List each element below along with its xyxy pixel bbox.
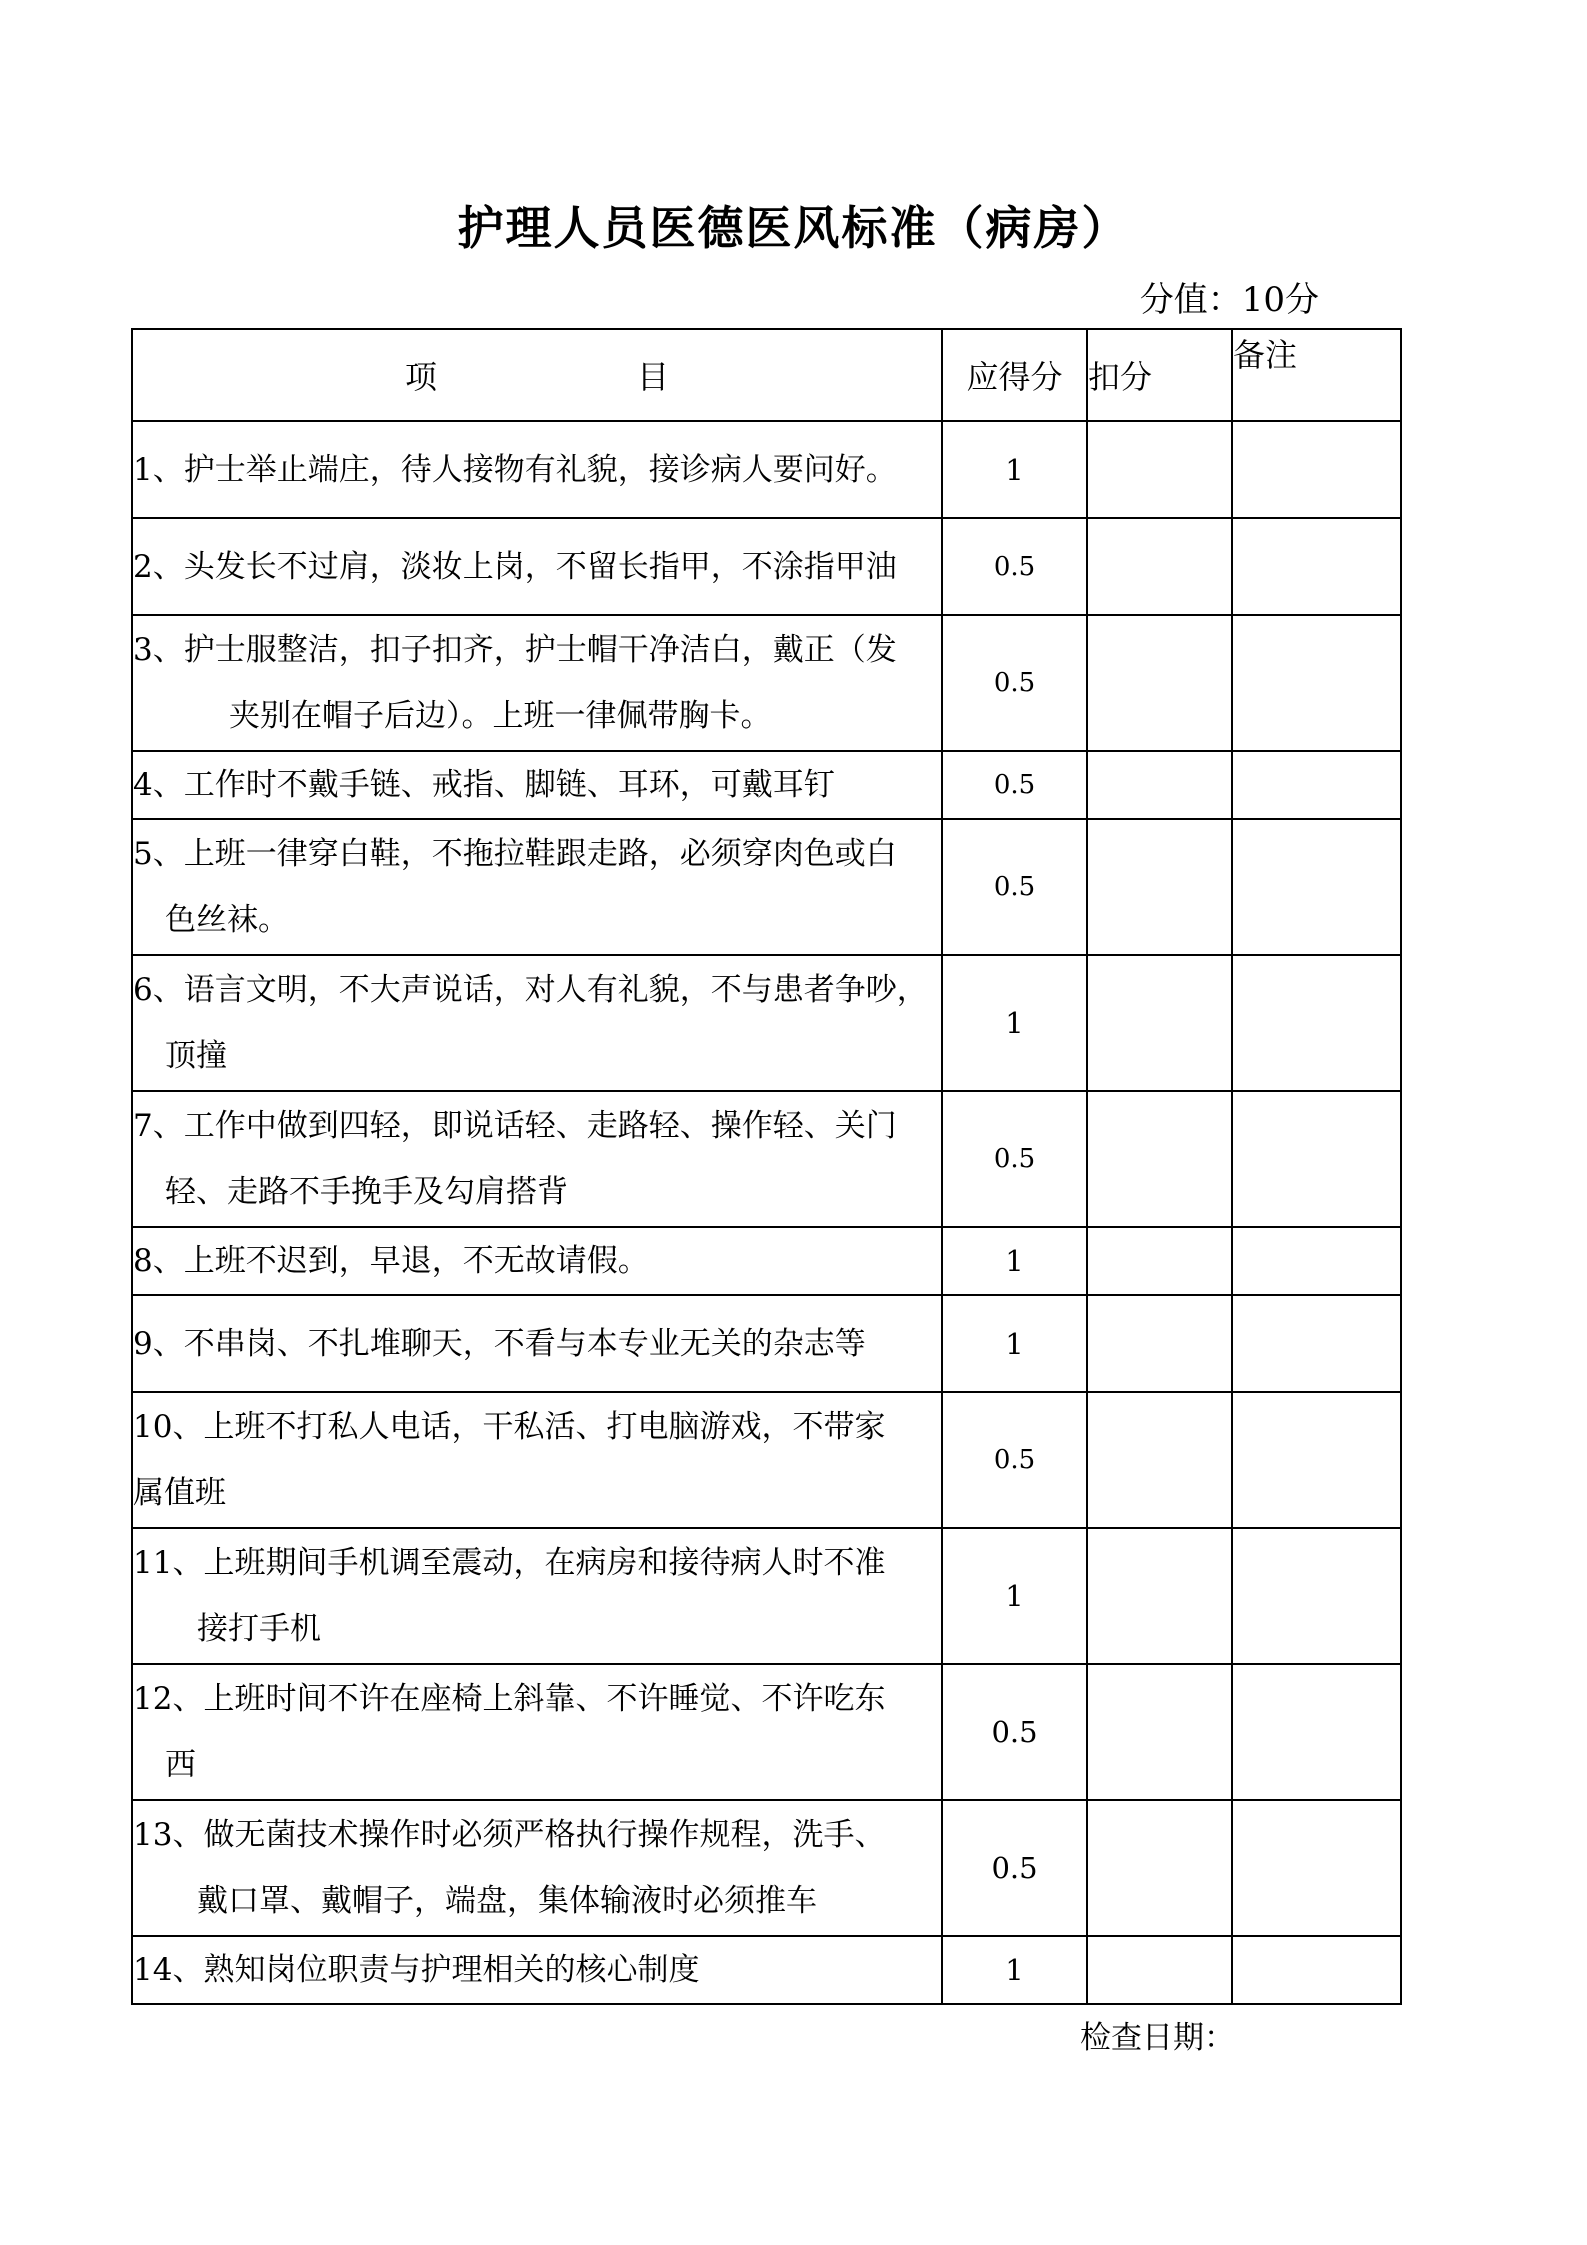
table-row: [132, 1664, 1401, 1800]
item-line: 5、上班一律穿白鞋，不拖拉鞋跟走路，必须穿肉色或白: [133, 836, 897, 872]
deduct-cell: [1087, 1800, 1232, 1936]
score-value: 1: [942, 1528, 1087, 1664]
deduct-cell: [1087, 819, 1232, 955]
note-cell: [1232, 1800, 1401, 1936]
item-line-continued: 轻、走路不手挽手及勾肩搭背: [165, 1174, 568, 1210]
deduct-cell: [1087, 751, 1232, 819]
item-text: [132, 615, 942, 751]
deduct-cell: [1087, 1664, 1232, 1800]
item-line: 9、不串岗、不扎堆聊天，不看与本专业无关的杂志等: [133, 1325, 866, 1362]
table-row: [132, 819, 1401, 955]
total-score: 分值：10分: [1139, 280, 1319, 320]
deduct-cell: [1087, 1936, 1232, 2004]
table-row: [132, 751, 1401, 819]
note-cell: [1232, 518, 1401, 615]
deduct-cell: [1087, 615, 1232, 751]
score-value: 0.5: [942, 819, 1087, 955]
item-text: [132, 955, 942, 1091]
header-item-right: 目: [637, 358, 670, 396]
item-text: [132, 1392, 942, 1528]
item-text: [132, 751, 942, 819]
score-value: 0.5: [942, 615, 1087, 751]
table-header-row: [132, 329, 1401, 421]
table-row: [132, 1295, 1401, 1392]
deduct-cell: [1087, 518, 1232, 615]
item-text: [132, 421, 942, 518]
item-text: [132, 1800, 942, 1936]
table-row: [132, 1227, 1401, 1295]
deduct-cell: [1087, 1295, 1232, 1392]
table-row: [132, 518, 1401, 615]
note-cell: [1232, 1227, 1401, 1295]
note-cell: [1232, 819, 1401, 955]
table-row: [132, 955, 1401, 1091]
score-value: 0.5: [942, 1664, 1087, 1800]
item-line: 3、护士服整洁，扣子扣齐，护士帽干净洁白，戴正（发: [133, 632, 897, 668]
table-row: [132, 1091, 1401, 1227]
deduct-cell: [1087, 421, 1232, 518]
score-value: 0.5: [942, 751, 1087, 819]
item-line: 6、语言文明，不大声说话，对人有礼貌，不与患者争吵，: [133, 972, 928, 1008]
item-line: 10、上班不打私人电话，干私活、打电脑游戏，不带家: [133, 1409, 886, 1445]
table-row: [132, 1800, 1401, 1936]
score-value: 0.5: [942, 1091, 1087, 1227]
note-cell: [1232, 1936, 1401, 2004]
item-text: [132, 1528, 942, 1664]
score-value: 0.5: [942, 1392, 1087, 1528]
deduct-cell: [1087, 1392, 1232, 1528]
note-cell: [1232, 421, 1401, 518]
item-line: 12、上班时间不许在座椅上斜靠、不许睡觉、不许吃东: [133, 1681, 886, 1717]
header-note: 备注: [1232, 329, 1401, 421]
table-row: [132, 615, 1401, 751]
item-line: 7、工作中做到四轻，即说话轻、走路轻、操作轻、关门: [133, 1108, 897, 1144]
deduct-cell: [1087, 1528, 1232, 1664]
score-value: 1: [942, 1295, 1087, 1392]
item-text: [132, 518, 942, 615]
deduct-cell: [1087, 1227, 1232, 1295]
item-text: [132, 1091, 942, 1227]
item-line: 1、护士举止端庄，待人接物有礼貌，接诊病人要问好。: [133, 451, 897, 488]
note-cell: [1232, 751, 1401, 819]
table-row: [132, 1936, 1401, 2004]
score-value: 1: [942, 955, 1087, 1091]
item-line: 13、做无菌技术操作时必须严格执行操作规程，洗手、: [133, 1817, 886, 1853]
note-cell: [1232, 1664, 1401, 1800]
header-deduct: 扣分: [1087, 329, 1232, 421]
header-item-left: 项: [404, 358, 437, 396]
table-row: [132, 1392, 1401, 1528]
item-line: 2、头发长不过肩，淡妆上岗，不留长指甲，不涂指甲油: [133, 548, 897, 585]
item-line: 11、上班期间手机调至震动，在病房和接待病人时不准: [133, 1545, 886, 1581]
item-line-continued: 夹别在帽子后边）。上班一律佩带胸卡。: [229, 698, 772, 734]
note-cell: [1232, 615, 1401, 751]
note-cell: [1232, 1528, 1401, 1664]
note-cell: [1232, 955, 1401, 1091]
score-value: 0.5: [942, 1800, 1087, 1936]
item-text: [132, 819, 942, 955]
item-line: 8、上班不迟到，早退，不无故请假。: [133, 1243, 649, 1279]
item-line-continued: 西: [165, 1747, 196, 1783]
item-text: [132, 1664, 942, 1800]
item-line-continued: 属值班: [133, 1475, 226, 1511]
header-item: [132, 329, 942, 421]
deduct-cell: [1087, 955, 1232, 1091]
item-line: 14、熟知岗位职责与护理相关的核心制度: [133, 1952, 700, 1988]
table-row: [132, 421, 1401, 518]
score-value: 1: [942, 421, 1087, 518]
item-line-continued: 色丝袜。: [165, 902, 289, 938]
item-text: [132, 1227, 942, 1295]
deduct-cell: [1087, 1091, 1232, 1227]
note-cell: [1232, 1091, 1401, 1227]
item-text: [132, 1936, 942, 2004]
item-line: 4、工作时不戴手链、戒指、脚链、耳环，可戴耳钉: [133, 767, 835, 803]
score-value: 0.5: [942, 518, 1087, 615]
note-cell: [1232, 1392, 1401, 1528]
page-title: 护理人员医德医风标准（病房）: [457, 201, 1130, 255]
item-line-continued: 戴口罩、戴帽子，端盘，集体输液时必须推车: [197, 1883, 817, 1919]
score-value: 1: [942, 1936, 1087, 2004]
item-line-continued: 顶撞: [165, 1038, 227, 1074]
item-line-continued: 接打手机: [197, 1611, 321, 1647]
check-date-label: 检查日期：: [1080, 2020, 1235, 2056]
header-score: 应得分: [942, 329, 1087, 421]
note-cell: [1232, 1295, 1401, 1392]
item-text: [132, 1295, 942, 1392]
standards-table: [131, 328, 1402, 2005]
score-value: 1: [942, 1227, 1087, 1295]
table-row: [132, 1528, 1401, 1664]
